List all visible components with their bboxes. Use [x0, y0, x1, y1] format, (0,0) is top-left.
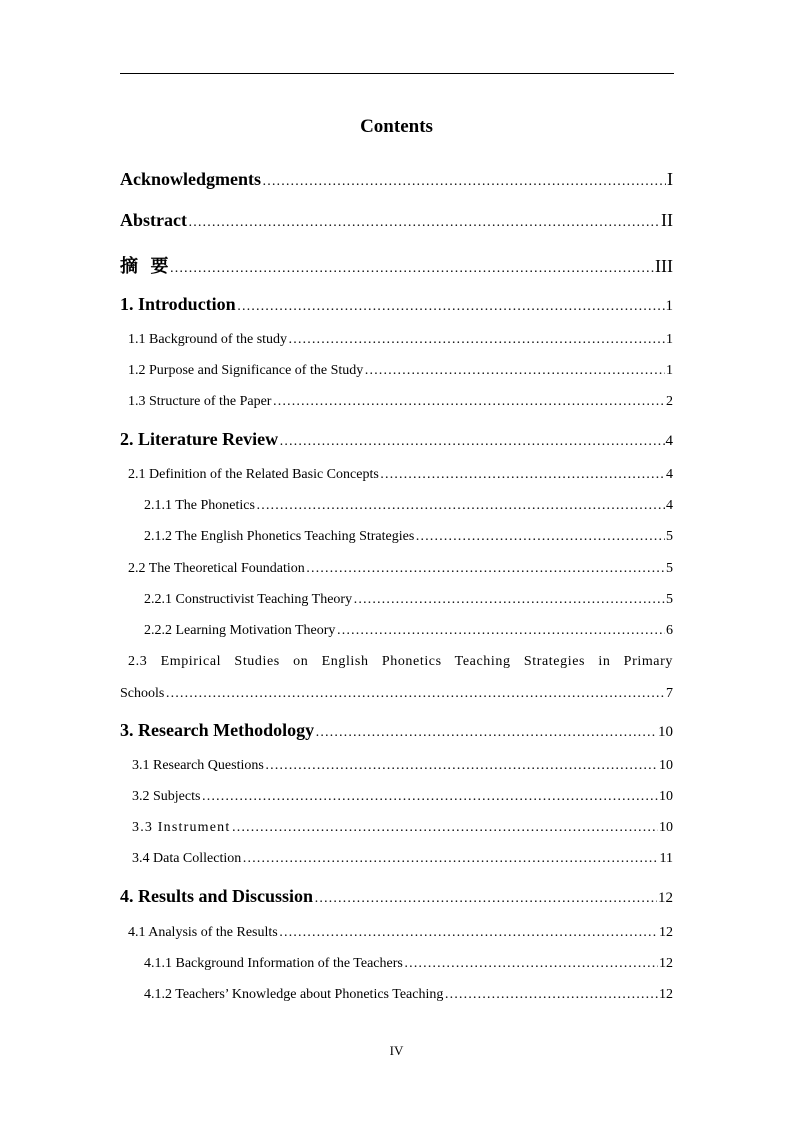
- toc-entry-page: 1: [665, 298, 673, 314]
- toc-entry-page: II: [661, 210, 673, 230]
- dot-leader: [404, 956, 658, 972]
- dot-leader: [265, 758, 658, 774]
- toc-entry-label: 2.2 The Theoretical Foundation: [128, 561, 305, 576]
- dot-leader: [170, 261, 654, 277]
- dot-leader: [415, 529, 665, 545]
- toc-entry-3-4[interactable]: [132, 851, 673, 867]
- toc-entry-4-1-1[interactable]: [144, 956, 673, 972]
- dot-leader: [444, 987, 658, 1003]
- toc-entry-page: 1: [666, 363, 673, 378]
- toc-entry-page: 5: [666, 561, 673, 576]
- toc-entry-2-2[interactable]: [128, 561, 673, 577]
- dot-leader: [353, 592, 665, 608]
- toc-entry-label: 4. Results and Discussion: [120, 886, 314, 906]
- toc-entry-4-1[interactable]: [128, 925, 673, 941]
- dot-leader: [272, 394, 665, 410]
- dot-leader: [188, 215, 660, 231]
- toc-entry-1-3[interactable]: [128, 394, 673, 410]
- toc-entry-label: Acknowledgments: [120, 169, 262, 189]
- toc-entry-2-1-2[interactable]: [144, 529, 673, 545]
- toc-entry-label: 4.1 Analysis of the Results: [128, 925, 278, 940]
- toc-entry-label: 2.2.1 Constructivist Teaching Theory: [144, 592, 353, 607]
- page-title: Contents: [360, 116, 433, 137]
- header-rule: [120, 73, 674, 74]
- toc-entry-literature-review[interactable]: [120, 429, 673, 450]
- dot-leader: [279, 434, 664, 450]
- toc-entry-label: 1. Introduction: [120, 294, 236, 314]
- dot-leader: [242, 851, 658, 867]
- toc-entry-label: Schools: [120, 686, 165, 701]
- toc-entry-label: Abstract: [120, 210, 187, 230]
- toc-entry-page: 4: [666, 498, 673, 513]
- toc-entry-page: 10: [659, 820, 673, 835]
- toc-entry-label: 1.1 Background of the study: [128, 332, 288, 347]
- toc-entry-page: 11: [659, 851, 673, 866]
- toc-entry-label: 4.1.1 Background Information of the Teachers: [144, 956, 403, 971]
- toc-entry-label: 2.1.2 The English Phonetics Teaching Strategies: [144, 529, 415, 544]
- toc-entry-page: 5: [666, 529, 673, 544]
- toc-entry-2-2-1[interactable]: [144, 592, 673, 608]
- dot-leader: [364, 363, 665, 379]
- toc-entry-chinese-abstract[interactable]: [120, 252, 673, 278]
- toc-entry-page: 12: [659, 925, 673, 940]
- toc-entry-4-1-2[interactable]: [144, 987, 673, 1003]
- dot-leader: [237, 299, 665, 315]
- toc-entry-page: III: [655, 256, 673, 276]
- toc-entry-page: 10: [658, 724, 673, 740]
- dot-leader: [201, 789, 658, 805]
- toc-entry-page: 12: [659, 956, 673, 971]
- toc-entry-page: 10: [659, 789, 673, 804]
- toc-entry-page: 2: [666, 394, 673, 409]
- toc-entry-abstract[interactable]: [120, 210, 673, 231]
- toc-entry-2-3[interactable]: [120, 686, 673, 702]
- toc-entry-page: 7: [666, 686, 673, 701]
- toc-entry-2-3-line1[interactable]: 2.3 Empirical Studies on English Phonetics Teaching Strategies in Primary: [128, 654, 673, 669]
- toc-entry-2-1[interactable]: [128, 467, 673, 483]
- dot-leader: [256, 498, 665, 514]
- toc-entry-results-and-discussion[interactable]: [120, 886, 673, 907]
- toc-entry-label: 2.1 Definition of the Related Basic Concepts: [128, 467, 379, 482]
- toc-entry-introduction[interactable]: [120, 294, 673, 315]
- toc-entry-3-2[interactable]: [132, 789, 673, 805]
- dot-leader: [231, 820, 658, 836]
- toc-entry-label: 1.2 Purpose and Significance of the Study: [128, 363, 364, 378]
- toc-entry-label: 2.2.2 Learning Motivation Theory: [144, 623, 336, 638]
- toc-entry-page: 4: [665, 433, 673, 449]
- dot-leader: [279, 925, 658, 941]
- toc-entry-label: 3.4 Data Collection: [132, 851, 242, 866]
- toc-entry-1-1[interactable]: [128, 332, 673, 348]
- toc-entry-label: 3. Research Methodology: [120, 720, 315, 740]
- toc-entry-page: 5: [666, 592, 673, 607]
- toc-entry-page: I: [667, 169, 673, 189]
- toc-entry-label: 3.1 Research Questions: [132, 758, 264, 773]
- toc-entry-page: 6: [666, 623, 673, 638]
- toc-entry-page: 12: [659, 987, 673, 1002]
- toc-entry-page: 1: [666, 332, 673, 347]
- dot-leader: [262, 174, 666, 190]
- toc-entry-label: 4.1.2 Teachers’ Knowledge about Phonetics Teaching: [144, 987, 444, 1002]
- toc-entry-2-2-2[interactable]: [144, 623, 673, 639]
- toc-entry-label: 3.3 Instrument: [132, 820, 231, 835]
- dot-leader: [288, 332, 665, 348]
- toc-entry-page: 12: [658, 890, 673, 906]
- toc-entry-3-3[interactable]: [132, 820, 673, 836]
- dot-leader: [336, 623, 665, 639]
- page-number: IV: [389, 1043, 404, 1058]
- dot-leader: [314, 891, 657, 907]
- toc-entry-2-1-1[interactable]: [144, 498, 673, 514]
- toc-entry-label: 1.3 Structure of the Paper: [128, 394, 272, 409]
- dot-leader: [165, 686, 665, 702]
- toc-entry-acknowledgments[interactable]: [120, 169, 673, 190]
- toc-entry-label: 3.2 Subjects: [132, 789, 201, 804]
- toc-entry-label: 2. Literature Review: [120, 429, 279, 449]
- toc-entry-3-1[interactable]: [132, 758, 673, 774]
- toc-entry-research-methodology[interactable]: [120, 720, 673, 741]
- toc-entry-page: 4: [666, 467, 673, 482]
- toc-entry-page: 10: [659, 758, 673, 773]
- toc-entry-1-2[interactable]: [128, 363, 673, 379]
- toc-entry-label: 摘 要: [120, 256, 169, 277]
- toc-entry-label: 2.1.1 The Phonetics: [144, 498, 255, 513]
- dot-leader: [306, 561, 665, 577]
- dot-leader: [315, 725, 657, 741]
- dot-leader: [380, 467, 665, 483]
